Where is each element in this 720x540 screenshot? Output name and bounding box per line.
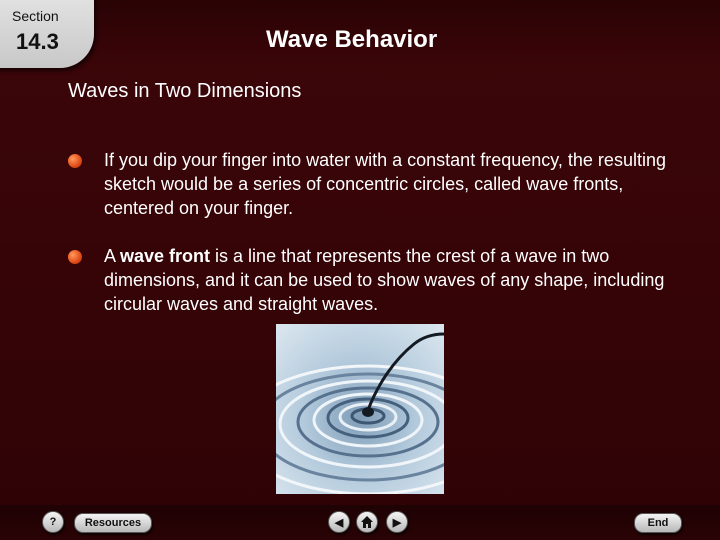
section-label: Section <box>12 8 59 24</box>
bullet-text-2 <box>104 244 684 316</box>
next-icon: ▶ <box>392 516 402 529</box>
bullet-text-1: If you dip your finger into water with a constant frequency, the resulting sketch would be a series of concentric circles, called wave fronts, centered on your finger. <box>104 150 666 218</box>
end-label: End <box>647 517 669 529</box>
section-number: 14.3 <box>16 29 59 54</box>
bullet-icon <box>68 250 82 264</box>
bullet-icon <box>68 154 82 168</box>
wave-front-term: wave front <box>120 246 211 266</box>
help-label: ? <box>49 516 57 528</box>
end-button[interactable] <box>634 513 682 533</box>
next-button[interactable] <box>386 511 408 533</box>
bullet-text-2-pre: A <box>104 246 121 266</box>
previous-button[interactable] <box>328 511 350 533</box>
ripples-image <box>276 324 444 494</box>
home-button[interactable] <box>356 511 378 533</box>
bullet-text-2-post: is a line that represents the crest of a wave in two dimensions, and it can be used to show waves of any shape, including circular waves and straight waves. <box>104 246 665 314</box>
previous-icon: ◀ <box>334 516 344 529</box>
house-icon <box>360 515 374 529</box>
water-ripples-photo <box>276 324 444 494</box>
slide-subtitle: Waves in Two Dimensions <box>68 80 302 102</box>
resources-label: Resources <box>84 517 142 529</box>
slide-title: Wave Behavior <box>266 26 438 53</box>
resources-button[interactable] <box>74 513 152 533</box>
help-button[interactable] <box>42 511 64 533</box>
